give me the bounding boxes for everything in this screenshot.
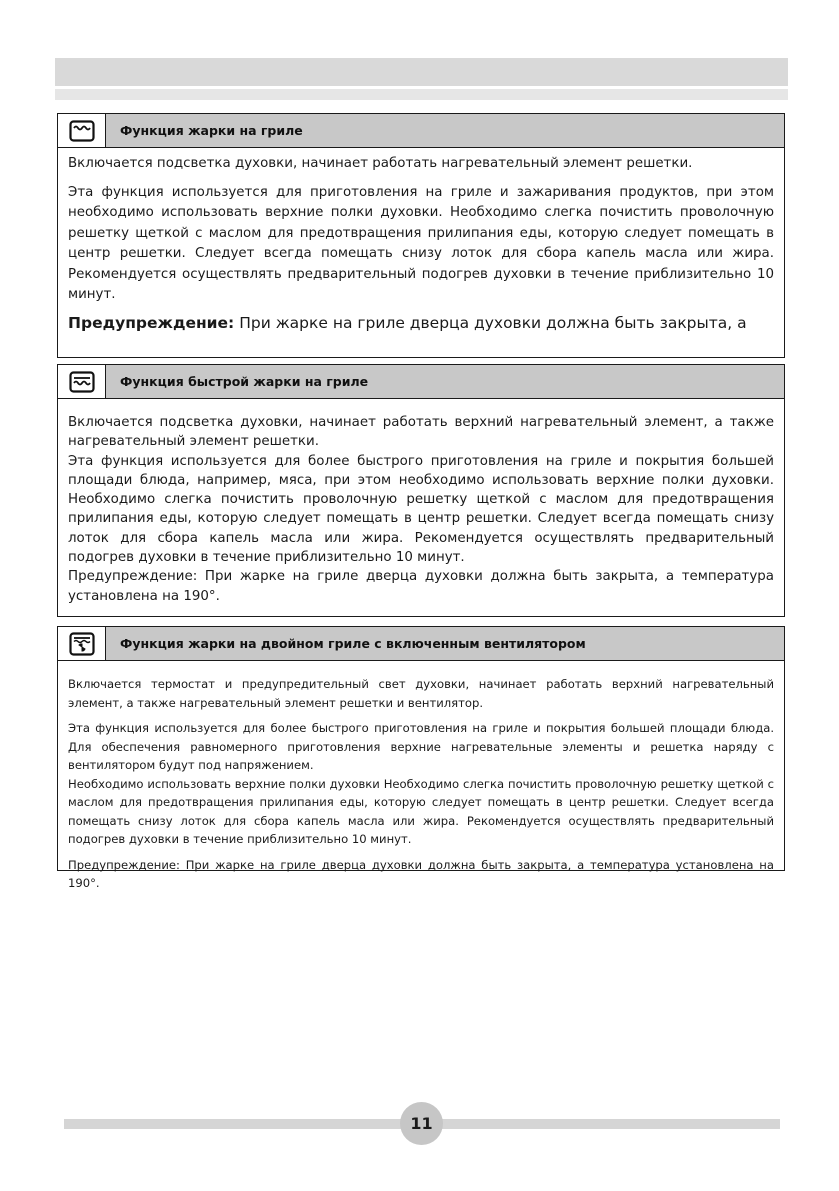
paragraph: Включается термостат и предупредительный свет духовки, начинает работать верхний нагревательный элемент, а также нагревательный элемент решетки и вентилятор. xyxy=(68,677,774,710)
paragraph: Эта функция используется для приготовления на гриле и зажаривания продуктов, при этом необходимо использовать верхние полки духовки. Необходимо слегка почистить проволочную решетку щеткой с маслом для предотвращения прилипания еды, которую следует помещать в центр решетки. Следует всегда помещать снизу лоток для сбора капель масла или жира. Рекомендуется осуществлять предварительный подогрев духовки в течение приблизительно 10 минут. xyxy=(68,184,774,302)
grill-icon xyxy=(58,114,106,147)
warning-text: При жарке на гриле дверца духовки должна быть закрыта, а xyxy=(239,313,747,332)
section-title: Функция быстрой жарки на гриле xyxy=(120,374,369,389)
section-fast-grill xyxy=(57,364,785,617)
paragraph: Эта функция используется для более быстрого приготовления на гриле и покрытия большей площади блюда. Для обеспечения равномерного приготовления верхние нагревательные элементы и решетка наряду с вентилятором будут под напряжением. xyxy=(68,721,774,772)
section-double-grill-fan xyxy=(57,626,785,890)
paragraph: Эта функция используется для более быстрого приготовления на гриле и покрытия большей площади блюда, например, мяса, при этом необходимо использовать верхние полки духовки. Необходимо слегка почистить проволочную решетку щеткой с маслом для предотвращения прилипания еды, которую следует помещать в центр решетки. Следует всегда помещать снизу лоток для сбора капель масла или жира. Рекомендуется осуществлять предварительный подогрев духовки в течение приблизительно 10 минут. xyxy=(68,453,774,566)
header-band xyxy=(55,58,788,86)
paragraph: Предупреждение: При жарке на гриле дверца духовки должна быть закрыта, а температура установлена на 190°. xyxy=(68,569,774,604)
section-header xyxy=(58,114,784,148)
section-header xyxy=(58,365,784,399)
section-header xyxy=(58,627,784,661)
paragraph: Включается подсветка духовки, начинает работать нагревательный элемент решетки. xyxy=(68,156,693,171)
section-title: Функция жарки на двойном гриле с включенным вентилятором xyxy=(120,636,586,651)
section-grill xyxy=(57,113,785,358)
paragraph: Необходимо использовать верхние полки духовки Необходимо слегка почистить проволочную решетку щеткой с маслом для предотвращения прилипания еды, которую следует помещать в центр решетки. Следует всегда помещать снизу лоток для сбора капель масла или жира. Рекомендуется осуществлять предварительный подогрев духовки в течение приблизительно 10 минут. xyxy=(68,776,774,846)
header-band-thin xyxy=(55,89,788,100)
fast-grill-icon xyxy=(58,365,106,398)
double-grill-fan-icon xyxy=(58,627,106,660)
page-number: 11 xyxy=(400,1102,443,1145)
warning-paragraph xyxy=(68,312,774,334)
section-title: Функция жарки на гриле xyxy=(120,123,303,138)
warning-label: Предупреждение: xyxy=(68,313,235,332)
paragraph: Предупреждение: При жарке на гриле дверца духовки должна быть закрыта, а температура установлена на 190°. xyxy=(68,857,774,890)
paragraph: Включается подсветка духовки, начинает работать верхний нагревательный элемент, а также нагревательный элемент решетки. xyxy=(68,415,774,450)
